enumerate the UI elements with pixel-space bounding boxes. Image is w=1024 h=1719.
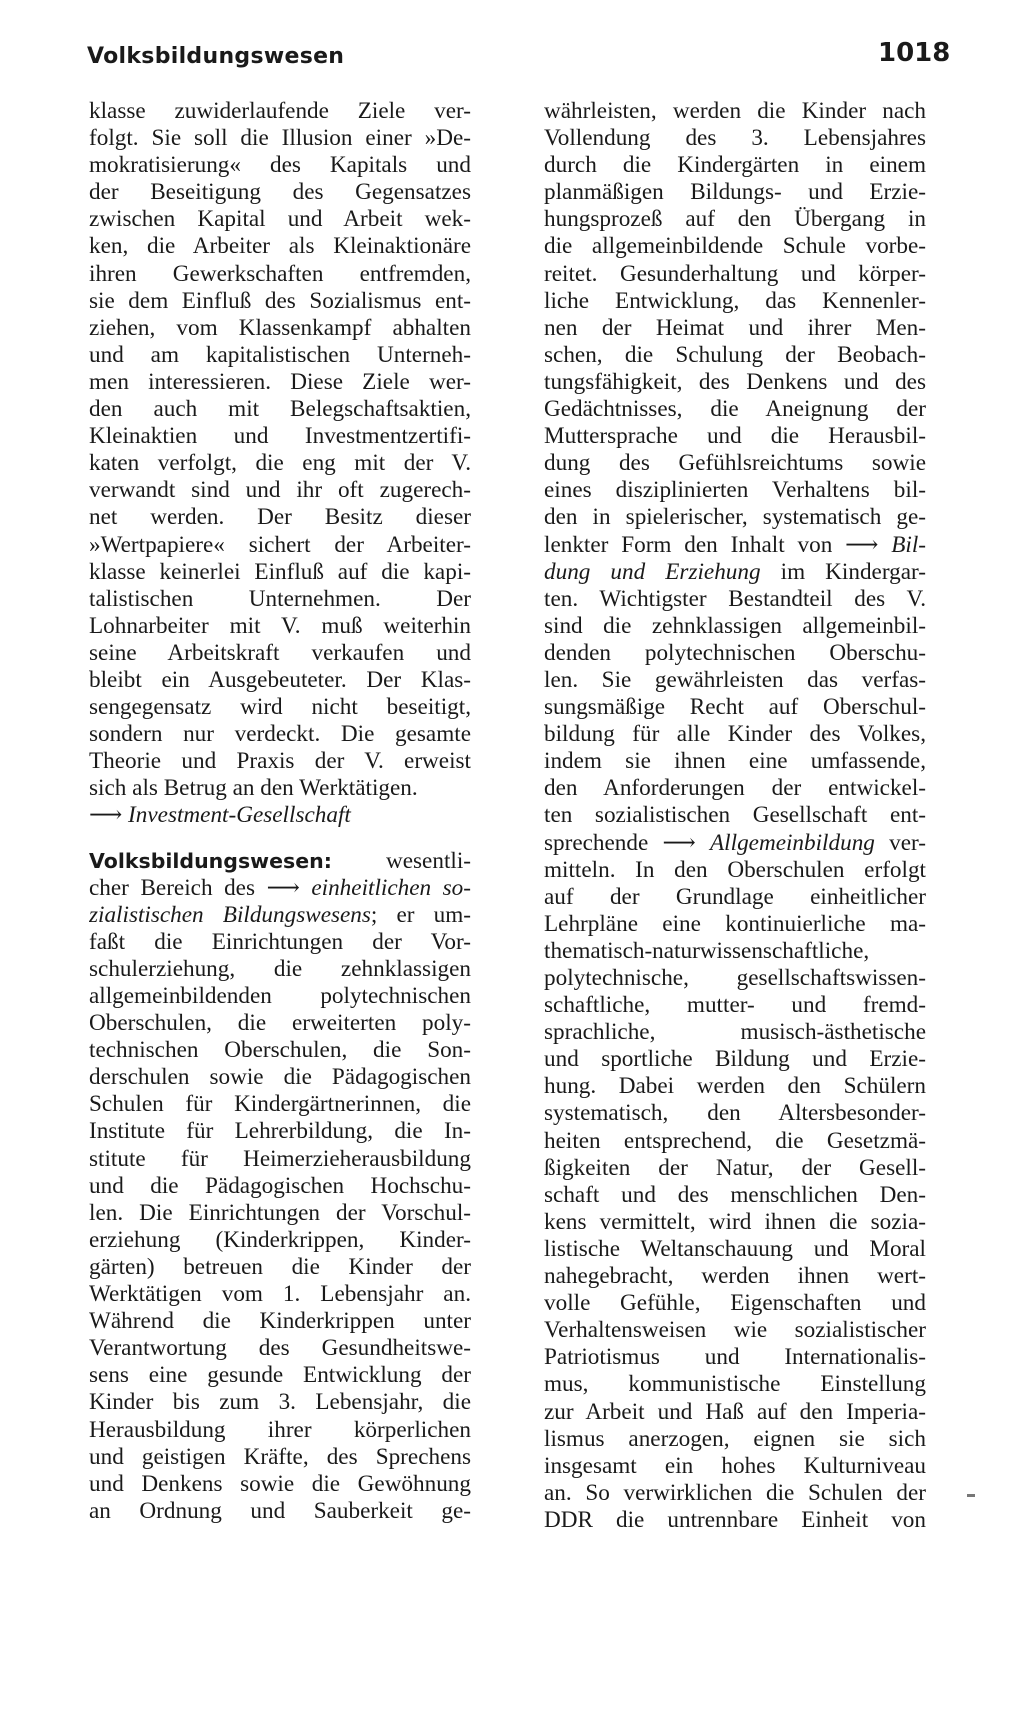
text-line: faßt die Einrichtungen der Vor- <box>89 928 471 955</box>
text-line: erziehung (Kinderkrippen, Kinder- <box>89 1226 471 1253</box>
text-line: und Denkens sowie die Gewöhnung <box>89 1470 471 1497</box>
text-line: volle Gefühle, Eigenschaften und <box>544 1290 926 1317</box>
running-head-title: Volksbildungswesen <box>87 44 345 69</box>
cross-reference-link[interactable]: Bil- <box>891 531 926 558</box>
text-line: der Beseitigung des Gegensatzes <box>89 179 471 206</box>
text-line: Gedächtnisses, die Aneignung der <box>544 396 926 423</box>
text-line: planmäßigen Bildungs- und Erzie- <box>544 179 926 206</box>
cross-reference-link[interactable]: einheitlichen so- <box>311 874 471 901</box>
text-line: Verhaltensweisen wie sozialistischer <box>544 1317 926 1344</box>
arrow-icon: ⟶ <box>89 802 123 829</box>
text-line: net werden. Der Besitz dieser <box>89 504 471 531</box>
arrow-icon: ⟶ <box>266 874 300 901</box>
continuation-mark <box>967 1494 975 1497</box>
cross-reference-line: zialistischen Bildungswesens; er um- <box>89 901 471 928</box>
text-line: liche Entwicklung, das Kennenler- <box>544 287 926 314</box>
text-line: durch die Kindergärten in einem <box>544 152 926 179</box>
text-line: nahegebracht, werden ihnen wert- <box>544 1263 926 1290</box>
text-line: dung des Gefühlsreichtums sowie <box>544 450 926 477</box>
text-line: listische Weltanschauung und Moral <box>544 1235 926 1262</box>
text-line: derschulen sowie die Pädagogischen <box>89 1064 471 1091</box>
arrow-icon: ⟶ <box>845 531 879 558</box>
text-line: ten sozialistischen Gesellschaft ent- <box>544 802 926 829</box>
text-line: len. Die Einrichtungen der Vorschul- <box>89 1199 471 1226</box>
text-line: sungsmäßige Recht auf Oberschul- <box>544 694 926 721</box>
text-line: folgt. Sie soll die Illusion einer »De- <box>89 125 471 152</box>
text-line: hungsprozeß auf den Übergang in <box>544 206 926 233</box>
text-line: Theorie und Praxis der V. erweist <box>89 748 471 775</box>
text-line: den in spielerischer, systematisch ge- <box>544 504 926 531</box>
text-line: »Wertpapiere« sichert der Arbeiter- <box>89 531 471 558</box>
text-line: schaft und des menschlichen Den- <box>544 1181 926 1208</box>
text-line: ken, die Arbeiter als Kleinaktionäre <box>89 233 471 260</box>
text-line: gärten) betreuen die Kinder der <box>89 1253 471 1280</box>
text-line: talistischen Unternehmen. Der <box>89 585 471 612</box>
text-line: sie dem Einfluß des Sozialismus ent- <box>89 287 471 314</box>
text-line: mokratisierung« des Kapitals und <box>89 152 471 179</box>
text-line: sprachliche, musisch-ästhetische <box>544 1019 926 1046</box>
text-line: sich als Betrug an den Werktätigen. <box>89 775 418 802</box>
arrow-icon: ⟶ <box>662 829 696 856</box>
text-line: sind die zehnklassigen allgemeinbil- <box>544 612 926 639</box>
text-line: Oberschulen, die erweiterten poly- <box>89 1010 471 1037</box>
text-line: Während die Kinderkrippen unter <box>89 1308 471 1335</box>
text-line: men interessieren. Diese Ziele wer- <box>89 368 471 395</box>
cross-reference-link[interactable]: dung und Erziehung <box>544 558 761 585</box>
text-line: bildung für alle Kinder des Volkes, <box>544 721 926 748</box>
text-line: Herausbildung ihrer körperlichen <box>89 1416 471 1443</box>
text-line: Patriotismus und Internationalis- <box>544 1344 926 1371</box>
text-line: zwischen Kapital und Arbeit wek- <box>89 206 471 233</box>
left-column <box>89 98 471 1525</box>
text-line: hung. Dabei werden den Schülern <box>544 1073 926 1100</box>
text-line: und am kapitalistischen Unterneh- <box>89 341 471 368</box>
text-line: Kleinaktien und Investmentzertifi- <box>89 423 471 450</box>
cross-reference-line: sprechende ⟶ Allgemeinbildung ver- <box>544 829 926 856</box>
text-line: mus, kommunistische Einstellung <box>544 1371 926 1398</box>
text-line: tungsfähigkeit, des Denkens und des <box>544 368 926 395</box>
text-line: Kinder bis zum 3. Lebensjahr, die <box>89 1389 471 1416</box>
text-line: und die Pädagogischen Hochschu- <box>89 1172 471 1199</box>
text-line: katen verfolgt, die eng mit der V. <box>89 450 471 477</box>
cross-reference-line: dung und Erziehung im Kindergar- <box>544 558 926 585</box>
text-line: reitet. Gesunderhaltung und körper- <box>544 260 926 287</box>
text-line: klasse zuwiderlaufende Ziele ver- <box>89 98 471 124</box>
text-line: nen der Heimat und ihrer Men- <box>544 314 926 341</box>
text-line: technischen Oberschulen, die Son- <box>89 1037 471 1064</box>
text-line: Verantwortung des Gesundheitswe- <box>89 1335 471 1362</box>
text-line: eines disziplinierten Verhaltens bil- <box>544 477 926 504</box>
text-line: die allgemeinbildende Schule vorbe- <box>544 233 926 260</box>
text-line: schulerziehung, die zehnklassigen <box>89 955 471 982</box>
text-line: polytechnische, gesellschaftswissen- <box>544 965 926 991</box>
text-line: währleisten, werden die Kinder nach <box>544 98 926 124</box>
text-line: sondern nur verdeckt. Die gesamte <box>89 721 471 748</box>
text-line: ten. Wichtigster Bestandteil des V. <box>544 585 926 612</box>
text-line: schaftliche, mutter- und fremd- <box>544 992 926 1019</box>
right-column <box>544 98 926 1534</box>
text-line: an Ordnung und Sauberkeit ge- <box>89 1497 471 1524</box>
text-line: denden polytechnischen Oberschu- <box>544 639 926 666</box>
text-line: und geistigen Kräfte, des Sprechens <box>89 1443 471 1470</box>
text-line: ihren Gewerkschaften entfremden, <box>89 260 471 287</box>
paragraph-continued <box>544 98 926 1534</box>
text-line: Muttersprache und die Herausbil- <box>544 423 926 450</box>
cross-reference-line: cher Bereich des ⟶ einheitlichen so- <box>89 874 471 901</box>
text-line: klasse keinerlei Einfluß auf die kapi- <box>89 558 471 585</box>
text-line: lismus anerzogen, eignen sie sich <box>544 1425 926 1452</box>
text-line: ziehen, vom Klassenkampf abhalten <box>89 314 471 341</box>
cross-reference-link[interactable]: zialistischen Bildungswesens <box>89 901 371 928</box>
text-line: stitute für Heimerzieherausbildung <box>89 1145 471 1172</box>
cross-reference-line <box>89 802 471 829</box>
entry-headword: Volksbildungswesen: <box>89 848 332 873</box>
text-line: DDR die untrennbare Einheit von <box>544 1506 926 1533</box>
text-line: Vollendung des 3. Lebensjahres <box>544 125 926 152</box>
text-line: sengegensatz wird nicht beseitigt, <box>89 694 471 721</box>
text-line: auf der Grundlage einheitlicher <box>544 883 926 910</box>
text-line: thematisch-naturwissenschaftliche, <box>544 937 870 964</box>
text-line: den Anforderungen der entwickel- <box>544 775 926 802</box>
text-line: zur Arbeit und Haß auf den Imperia- <box>544 1398 926 1425</box>
text-line: mitteln. In den Oberschulen erfolgt <box>544 856 926 883</box>
text-line: indem sie ihnen eine umfassende, <box>544 748 926 775</box>
text-line: heiten entsprechend, die Gesetzmä- <box>544 1127 926 1154</box>
text-line: seine Arbeitskraft verkaufen und <box>89 639 471 666</box>
text-line: kens vermittelt, wird ihnen die sozia- <box>544 1208 926 1235</box>
text-line: ßigkeiten der Natur, der Gesell- <box>544 1154 926 1181</box>
text-line: allgemeinbildenden polytechnischen <box>89 983 471 1009</box>
text-line: verwandt sind und ihr oft zugerech- <box>89 477 471 504</box>
text-line: Werktätigen vom 1. Lebensjahr an. <box>89 1281 471 1308</box>
text-line: Lohnarbeiter mit V. muß weiterhin <box>89 612 471 639</box>
text-line: insgesamt ein hohes Kulturniveau <box>544 1452 926 1479</box>
dictionary-entry <box>89 848 471 1525</box>
page-number: 1018 <box>878 38 951 68</box>
text-line: schen, die Schulung der Beobach- <box>544 341 926 368</box>
cross-reference-link[interactable]: Investment-Gesellschaft <box>128 802 351 829</box>
text-line: an. So verwirklichen die Schulen der <box>544 1479 926 1506</box>
text-line: systematisch, den Altersbesonder- <box>544 1100 926 1127</box>
text-line: Lehrpläne eine kontinuierliche ma- <box>544 910 926 937</box>
text-line: Institute für Lehrerbildung, die In- <box>89 1118 471 1145</box>
cross-reference-line: lenkter Form den Inhalt von ⟶ Bil- <box>544 531 926 558</box>
text-line: den auch mit Belegschaftsaktien, <box>89 396 471 423</box>
paragraph-continued <box>89 98 471 830</box>
cross-reference-link[interactable]: Allgemeinbildung <box>710 829 875 856</box>
text-line: Schulen für Kindergärtnerinnen, die <box>89 1091 471 1118</box>
text-line: bleibt ein Ausgebeuteter. Der Klas- <box>89 666 471 693</box>
text-line: und sportliche Bildung und Erzie- <box>544 1046 926 1073</box>
text-line: len. Sie gewährleisten das verfas- <box>544 666 926 693</box>
entry-first-line: Volksbildungswesen: wesentli- <box>89 847 471 874</box>
text-line: sens eine gesunde Entwicklung der <box>89 1362 471 1389</box>
